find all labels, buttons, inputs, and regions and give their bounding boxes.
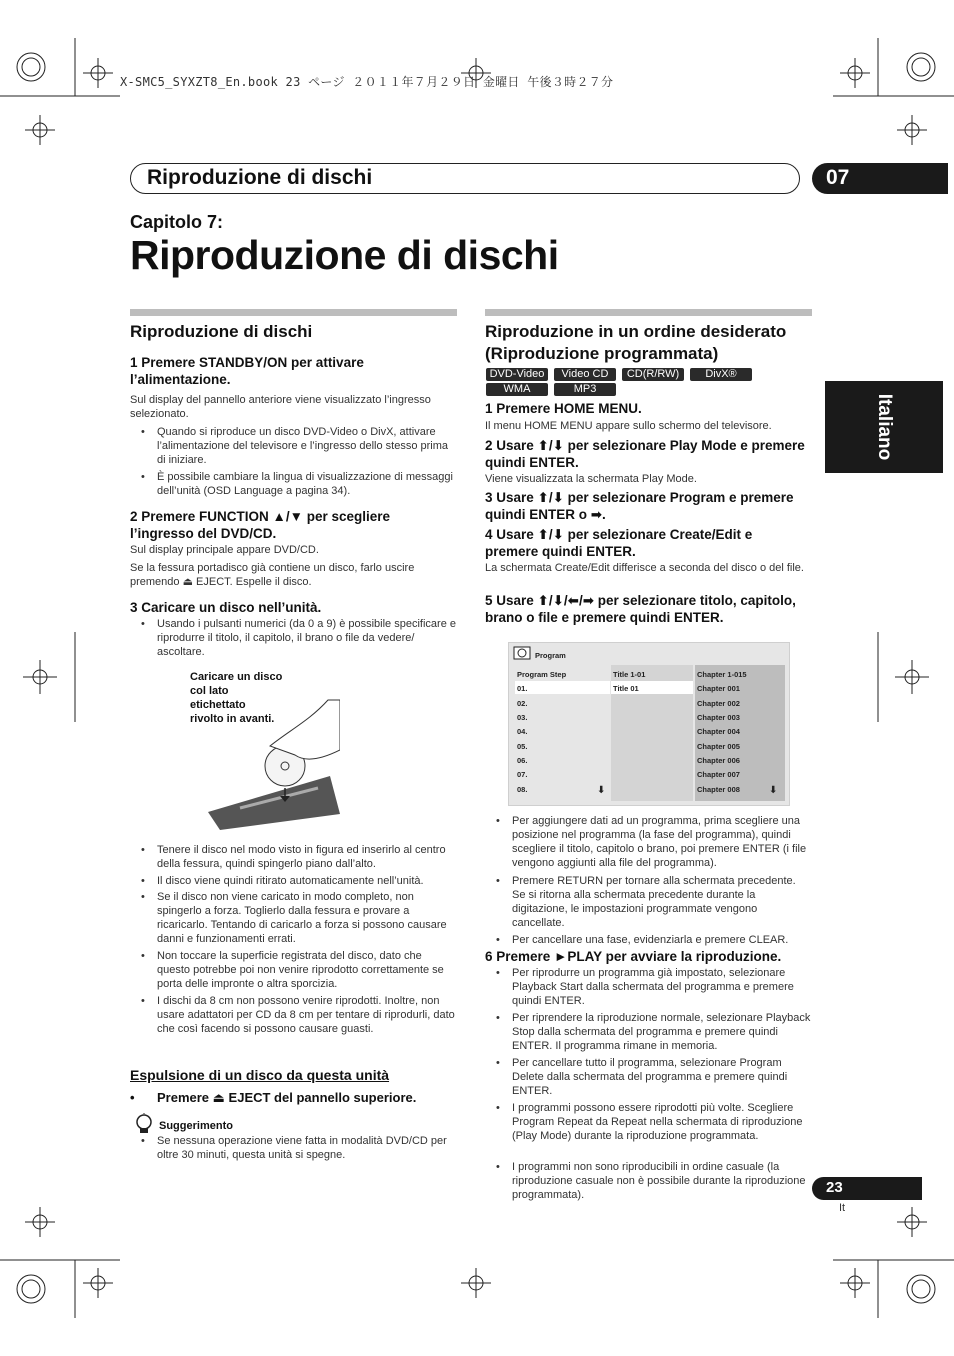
right-step-5: 5 Usare ⬆/⬇/⬅/➡ per selezionare titolo, capitolo, brano o file e premere quindi ENTER. (485, 593, 796, 625)
left-step-1-body: Sul display del pannello anteriore viene visualizzato l’ingresso selezionato. (130, 394, 431, 420)
page-title: Riproduzione di dischi (130, 232, 559, 278)
left-step-3: 3 Caricare un disco nell’unità. (130, 600, 322, 615)
list-item: • Il disco viene quindi ritirato automaticamente nell’unità. (141, 875, 424, 887)
left-step-2: 2 Premere FUNCTION ▲/▼ per scegliere l’ingresso del DVD/CD. (130, 509, 391, 541)
chapter-item: Chapter 004 (697, 727, 740, 736)
section-bar-right (485, 309, 812, 316)
program-screen (508, 642, 790, 806)
list-item: • I dischi da 8 cm non possono venire riprodotti. Inoltre, non usare adattatori per CD da 8 cm per tentare di riprodurli, dato che così facendo si possono causare guasti. (141, 995, 455, 1035)
badge-mp3: MP3 (554, 383, 616, 396)
badge-video-cd: Video CD (554, 368, 616, 381)
language-tab-label: Italiano (874, 393, 895, 461)
list-item: • È possibile cambiare la lingua di visualizzazione di messaggi dell’unità (OSD Language a pagina 34). (141, 471, 453, 497)
badge-cd-rrw: CD(R/RW) (622, 368, 684, 381)
list-item: • Per cancellare una fase, evidenziarla e premere CLEAR. (496, 934, 789, 946)
chapter-item: Chapter 006 (697, 756, 740, 765)
program-step: 07. (517, 770, 528, 779)
right-step-6: 6 Premere ►PLAY per avviare la riproduzione. (485, 949, 782, 964)
list-item: • Per riprendere la riproduzione normale, selezionare Playback Stop dalla schermata del programma e premere quindi ENTER. Il programma rimane in memoria. (496, 1012, 811, 1052)
right-step-4-body: La schermata Create/Edit differisce a seconda del disco o del file. (485, 562, 804, 574)
list-item: • Per aggiungere dati ad un programma, prima scegliere una posizione nel programma (la fase del programma), quindi scegliere il titolo, capitolo o brano, poi premere ENTER (i file vengono aggiunti alla file del programma). (496, 815, 807, 869)
chapter-item: Chapter 003 (697, 713, 740, 722)
selected-step-highlight (515, 681, 610, 694)
header-title: Riproduzione di dischi (147, 166, 373, 189)
tip-label: Suggerimento (159, 1120, 233, 1132)
program-step: 02. (517, 699, 528, 708)
screen-col2-header: Title 1-01 (613, 670, 646, 679)
right-step-1: 1 Premere HOME MENU. (485, 401, 642, 416)
page-language: It (839, 1202, 846, 1214)
chapter-item: Chapter 008 (697, 785, 740, 794)
list-item: • Usando i pulsanti numerici (da 0 a 9) è possibile specificare e riprodurre il titolo, il capitolo, il brano o file da vedere/ ascoltare. (141, 618, 456, 658)
language-tab (825, 381, 943, 473)
program-step: 06. (517, 756, 528, 765)
list-item: • Premere RETURN per tornare alla schermata precedente. Se si ritorna alla schermata precedente durante la digitazione, le impostazioni programmate vengono cancellate. (496, 875, 796, 929)
selected-title: Title 01 (613, 684, 639, 693)
screen-col3-header: Chapter 1-015 (697, 670, 747, 679)
screen-col1-header: Program Step (517, 670, 567, 679)
page-number: 23 (826, 1179, 843, 1196)
right-step-4: 4 Usare ⬆/⬇ per selezionare Create/Edit e premere quindi ENTER. (485, 527, 753, 559)
program-step: 05. (517, 742, 528, 751)
right-step-1-body: Il menu HOME MENU appare sullo schermo del televisore. (485, 420, 772, 432)
list-item: • Non toccare la superficie registrata del disco, dato che questo potrebbe poi non venire riprodotto correttamente se porta delle impronte o altra sporcizia. (141, 950, 444, 990)
program-step: 08. (517, 785, 528, 794)
right-section-heading: Riproduzione in un ordine desiderato (Riproduzione programmata) (485, 322, 787, 363)
chapter-item: Chapter 001 (697, 684, 740, 693)
badge-wma: WMA (486, 383, 548, 396)
chapter-item: Chapter 002 (697, 699, 740, 708)
eject-step: • Premere ⏏ EJECT del pannello superiore. (130, 1090, 417, 1105)
left-step-2-body2: Se la fessura portadisco già contiene un disco, farlo uscire premendo ⏏ EJECT. Espelle il disco. (130, 562, 415, 588)
right-step-3: 3 Usare ⬆/⬇ per selezionare Program e premere quindi ENTER o ➡. (485, 490, 794, 522)
list-item: • I programmi possono essere riprodotti più volte. Scegliere Program Repeat da Repeat nella schermata di riproduzione (Play Mode) durante la riproduzione programmata. (496, 1102, 803, 1142)
badge-divx: DivX® (690, 368, 752, 381)
list-item: • Quando si riproduce un disco DVD-Video o DivX, attivare l’alimentazione del televisore e l’ingresso dello stesso prima di iniziare. (141, 426, 449, 466)
list-item: • Per cancellare tutto il programma, selezionare Program Delete dalla schermata del programma e premere quindi ENTER. (496, 1057, 788, 1097)
list-item: • Se il disco non viene caricato in modo completo, non spingerlo a forza. Toglierlo dalla fessura e provare a ricaricarlo. Tentando di caricarlo a forza si possono causare danni e funzionamenti errati. (141, 891, 447, 945)
lightbulb-icon (133, 1113, 155, 1135)
arrow-down-icon: ⬇ (597, 785, 606, 796)
eject-subheading: Espulsione di un disco da questa unità (130, 1067, 390, 1083)
chapter-number: 07 (826, 166, 850, 189)
disc-menu-icon (513, 646, 531, 662)
disc-insert-illustration (200, 680, 340, 840)
figure-caption: Caricare un disco col lato etichettato rivolto in avanti. (190, 671, 283, 725)
chapter-item: Chapter 005 (697, 742, 740, 751)
chapter-item: Chapter 007 (697, 770, 740, 779)
right-step-2: 2 Usare ⬆/⬇ per selezionare Play Mode e premere quindi ENTER. (485, 438, 805, 470)
program-step: 01. (517, 684, 528, 693)
left-step-2-body1: Sul display principale appare DVD/CD. (130, 544, 319, 556)
section-bar-left (130, 309, 457, 316)
left-section-heading: Riproduzione di dischi (130, 322, 313, 341)
screen-title: Program (535, 651, 566, 660)
list-item: • Se nessuna operazione viene fatta in modalità DVD/CD per oltre 30 minuti, questa unità si spegne. (141, 1135, 447, 1161)
list-item: • I programmi non sono riproducibili in ordine casuale (la riproduzione casuale non è possibile durante la riproduzione programmata). (496, 1161, 806, 1201)
right-step-2-body: Viene visualizzata la schermata Play Mode. (485, 473, 697, 485)
list-item: • Per riprodurre un programma già impostato, selezionare Playback Start dalla schermata del programma e premere quindi ENTER. (496, 967, 794, 1007)
left-step-1: 1 Premere STANDBY/ON per attivare l’alimentazione. (130, 355, 364, 387)
arrow-down-icon: ⬇ (769, 785, 778, 796)
print-info-line: X-SMC5_SYXZT8_En.book 23 ページ ２０１１年７月２９日 金曜日 午後３時２７分 (120, 75, 614, 89)
chapter-label: Capitolo 7: (130, 212, 223, 232)
program-step: 03. (517, 713, 528, 722)
program-step: 04. (517, 727, 528, 736)
list-item: • Tenere il disco nel modo visto in figura ed inserirlo al centro della fessura, quindi spingerlo piano dall’alto. (141, 844, 446, 870)
badge-dvd-video: DVD-Video (486, 368, 548, 381)
